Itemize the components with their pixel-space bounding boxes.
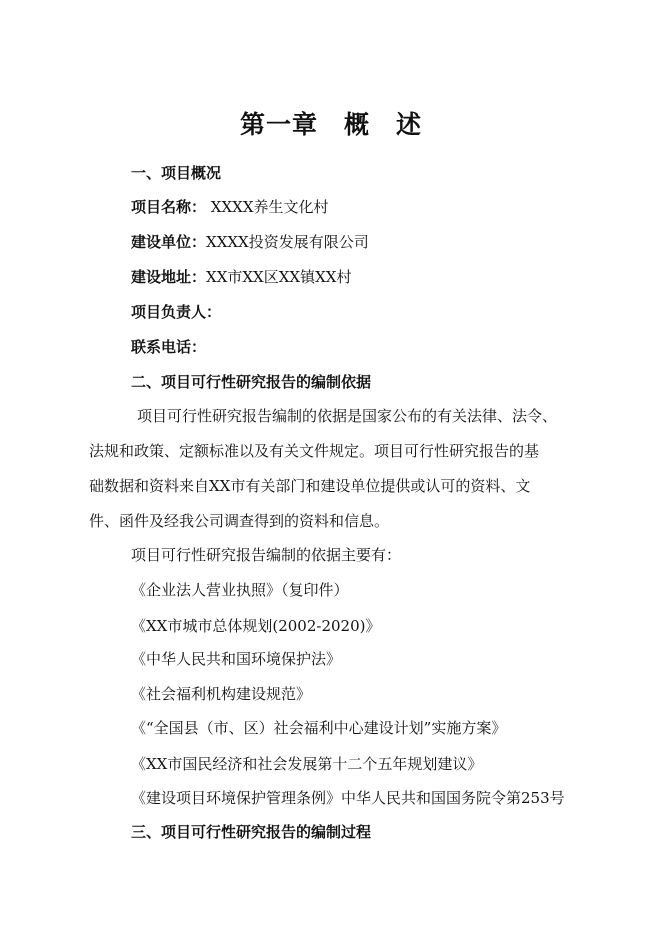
references-intro: 项目可行性研究报告编制的依据主要有：: [131, 546, 402, 564]
paragraph-line: 法规和政策、定额标准以及有关文件规定。项目可行性研究报告的基: [89, 442, 540, 460]
field-label: 项目负责人：: [131, 303, 222, 321]
field-label: 建设地址：: [131, 268, 207, 286]
field-label: 建设单位：: [131, 233, 207, 251]
field-value: XX市XX区XX镇XX村: [206, 268, 352, 286]
field-contact-phone: [131, 337, 206, 357]
reference-item: 《企业法人营业执照》（复印件）: [131, 581, 349, 599]
section-1-heading: 一、项目概况: [131, 164, 222, 182]
field-project-leader: [131, 302, 221, 322]
paragraph-line: 项目可行性研究报告编制的依据是国家公布的有关法律、法令、: [137, 407, 558, 425]
page-title: 第一章 概 述: [239, 110, 422, 139]
section-2-heading: 二、项目可行性研究报告的编制依据: [131, 373, 372, 391]
reference-item: 《XX市国民经济和社会发展第十二个五年规划建议》: [131, 755, 483, 773]
field-label: 项目名称：: [131, 198, 207, 216]
reference-item: 《XX市城市总体规划(2002-2020)》: [131, 617, 381, 635]
reference-item: 《中华人民共和国环境保护法》: [131, 650, 342, 668]
paragraph-line: 础数据和资料来自XX市有关部门和建设单位提供或认可的资料、文: [89, 477, 531, 495]
section-3-heading: 三、项目可行性研究报告的编制过程: [131, 823, 372, 841]
field-construction-address: [131, 267, 351, 287]
paragraph-line: 件、函件及经我公司调查得到的资料和信息。: [89, 512, 390, 530]
reference-item: 《建设项目环境保护管理条例》中华人民共和国国务院令第253号: [131, 789, 565, 807]
field-construction-unit: [131, 232, 369, 252]
reference-item: 《社会福利机构建设规范》: [131, 685, 312, 703]
field-value: XXXX投资发展有限公司: [206, 233, 369, 251]
reference-item: 《“全国县（市、区）社会福利中心建设计划”实施方案》: [131, 719, 507, 737]
field-project-name: [131, 197, 329, 217]
field-value: XXXX养生文化村: [206, 198, 329, 216]
field-label: 联系电话：: [131, 338, 207, 356]
